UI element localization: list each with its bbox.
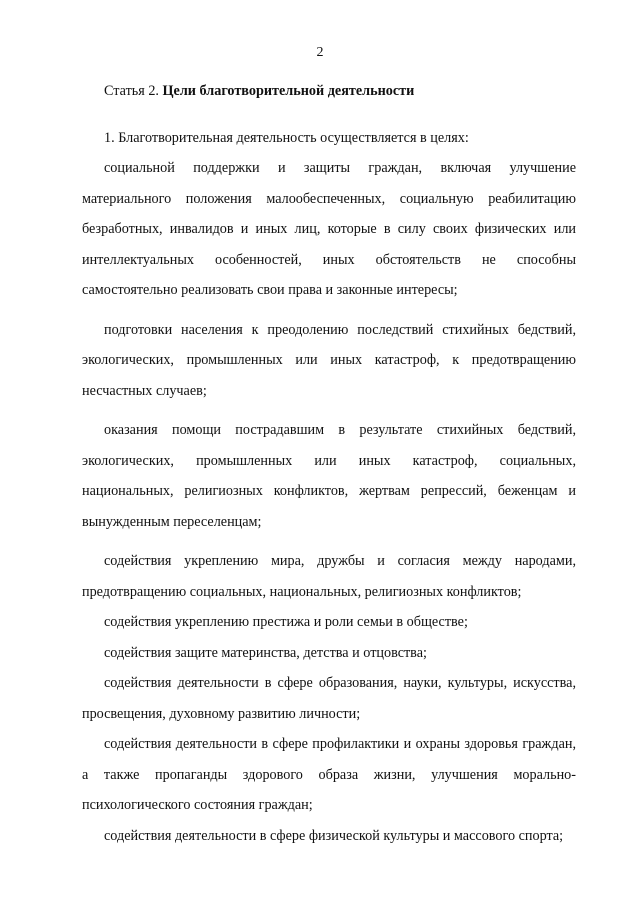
paragraph-physical-culture: содействия деятельности в сфере физической культуры и массового спорта; [104, 827, 564, 844]
article-number: Статья 2. [104, 83, 163, 99]
page-number: 2 [316, 45, 324, 60]
paragraph-education-culture: содействия деятельности в сфере образования, науки, культуры, искусства, просвещения, духовному развитию личности; [82, 675, 576, 722]
paragraph-intro: 1. Благотворительная деятельность осуществляется в целях: [104, 129, 469, 146]
paragraph-disaster-preparation: подготовки населения к преодолению последствий стихийных бедствий, экологических, промышленных или иных катастроф, к предотвращению несчастных случаев; [82, 321, 576, 399]
paragraph-social-support: социальной поддержки и защиты граждан, включая улучшение материального положения малообеспеченных, социальную реабилитацию безработных, инвалидов и иных лиц, которые в силу своих физических или интеллектуальных особенностей, иных обстоятельств не способны самостоятельно реализовать свои права и законные интересы; [82, 160, 576, 298]
paragraph-family-prestige: содействия укреплению престижа и роли семьи в обществе; [104, 614, 468, 630]
paragraph-peace-promotion: содействия укреплению мира, дружбы и согласия между народами, предотвращению социальных, национальных, религиозных конфликтов; [82, 553, 576, 600]
document-body [82, 76, 576, 851]
paragraph-health-care: содействия деятельности в сфере профилактики и охраны здоровья граждан, а также пропаганды здорового образа жизни, улучшения морально-психологического состояния граждан; [82, 736, 576, 813]
paragraph-victim-assistance: оказания помощи пострадавшим в результате стихийных бедствий, экологических, промышленных или иных катастроф, социальных, национальных, религиозных конфликтов, жертвам репрессий, беженцам и вынужденным переселенцам; [82, 422, 576, 530]
article-title: Цели благотворительной деятельности [162, 83, 415, 99]
paragraph-parenthood-protection: содействия защите материнства, детства и отцовства; [104, 644, 427, 661]
article-heading [82, 76, 576, 107]
